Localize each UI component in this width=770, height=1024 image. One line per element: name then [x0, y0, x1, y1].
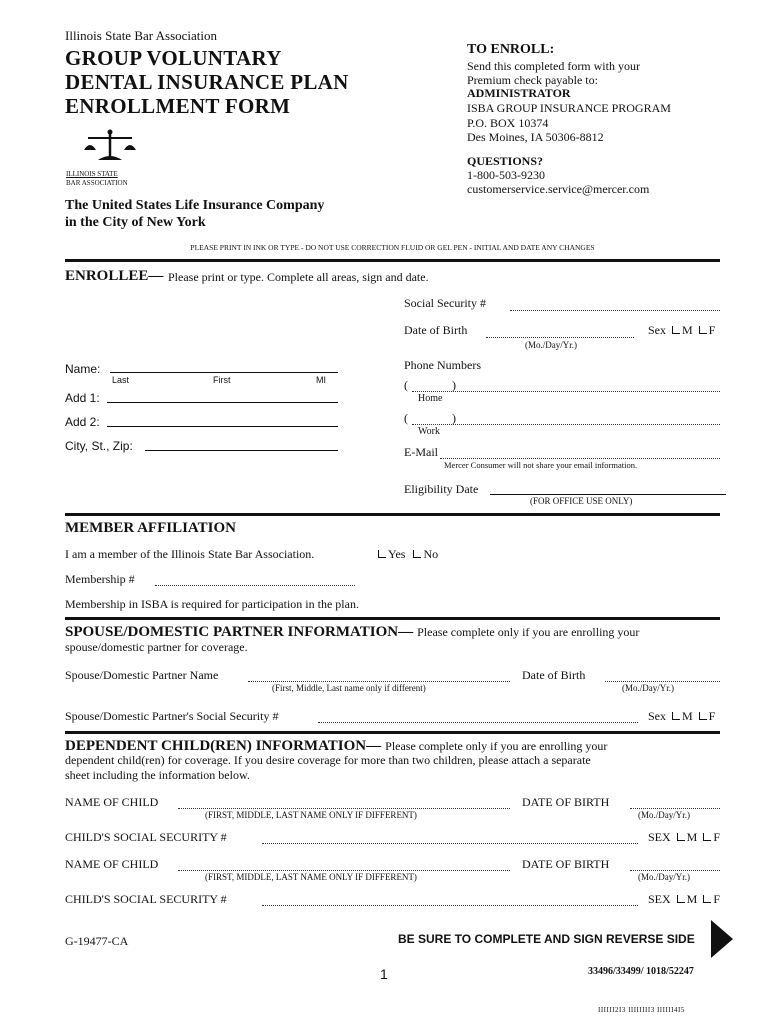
spouse-male-label: M: [682, 709, 693, 723]
section-divider: [65, 731, 720, 734]
child-1-female-label: F: [713, 830, 721, 844]
membership-number-field[interactable]: [155, 585, 355, 586]
phone-numbers-label: Phone Numbers: [404, 358, 481, 372]
form-title-line-3: ENROLLMENT FORM: [65, 94, 291, 118]
work-area-open: (: [404, 411, 408, 425]
membership-requirement: Membership in ISBA is required for participation in the plan.: [65, 597, 359, 611]
sex-male-label: M: [682, 323, 693, 337]
spouse-dob-label: Date of Birth: [522, 668, 586, 682]
child-2-female-label: F: [713, 892, 721, 906]
enroll-line-2: Premium check payable to:: [467, 73, 598, 87]
spouse-female-label: F: [708, 709, 716, 723]
questions-title: QUESTIONS?: [467, 154, 544, 168]
enroll-addr-2: P.O. BOX 10374: [467, 116, 549, 130]
name-mi-caption: MI: [316, 375, 326, 385]
enrollee-ssn-label: Social Security #: [404, 296, 486, 310]
name-field[interactable]: [110, 372, 338, 373]
logo-text-line-1: ILLINOIS STATE: [66, 170, 118, 178]
office-use-caption: (FOR OFFICE USE ONLY): [530, 496, 633, 506]
spouse-name-caption: (First, Middle, Last name only if different): [272, 683, 426, 693]
child-2-male-label: M: [686, 892, 698, 906]
questions-phone: 1-800-503-9230: [467, 168, 545, 182]
member-question: I am a member of the Illinois State Bar Association.: [65, 547, 315, 561]
email-label: E-Mail: [404, 445, 438, 459]
spouse-male-checkbox[interactable]: [672, 712, 680, 720]
barcode-text: IIIIII2I3 IIIIIIII3 IIIIII4I5: [598, 1006, 685, 1014]
child-1-male-checkbox[interactable]: [677, 833, 685, 841]
child-2-dob-label: DATE OF BIRTH: [522, 857, 610, 871]
child-2-female-checkbox[interactable]: [703, 895, 711, 903]
form-codes: 33496/33499/ 1018/52247: [588, 966, 694, 977]
child-1-male-label: M: [686, 830, 698, 844]
logo-text-line-2: BAR ASSOCIATION: [66, 179, 128, 187]
child-2-sex: [648, 892, 720, 907]
child-1-name-caption: (FIRST, MIDDLE, LAST NAME ONLY IF DIFFERENT): [205, 810, 417, 820]
member-affiliation-title: MEMBER AFFILIATION: [65, 520, 236, 536]
child-2-dob-format: (Mo./Day/Yr.): [638, 872, 690, 882]
child-1-dob-field[interactable]: [630, 808, 720, 809]
home-area-open: (: [404, 378, 408, 392]
member-yes-label: Yes: [388, 547, 406, 561]
child-1-dob-format: (Mo./Day/Yr.): [638, 810, 690, 820]
child-2-name-label: NAME OF CHILD: [65, 857, 159, 871]
questions-email: customerservice.service@mercer.com: [467, 182, 650, 196]
member-no-label: No: [423, 547, 439, 561]
spouse-dob-format: (Mo./Day/Yr.): [622, 683, 674, 693]
dependent-instructions-2: dependent child(ren) for coverage. If you desire coverage for more than two children, please attach a separate: [65, 753, 591, 767]
member-no-checkbox[interactable]: [413, 550, 421, 558]
home-phone-caption: Home: [418, 393, 443, 404]
child-1-dob-label: DATE OF BIRTH: [522, 795, 610, 809]
enrollee-title: ENROLLEE—: [65, 268, 164, 284]
child-2-dob-field[interactable]: [630, 870, 720, 871]
name-label: Name:: [65, 362, 101, 376]
org-name: Illinois State Bar Association: [65, 28, 218, 43]
section-divider: [65, 259, 720, 262]
spouse-name-field[interactable]: [248, 681, 510, 682]
child-2-ssn-field[interactable]: [262, 905, 638, 906]
city-state-zip-label: City, St., Zip:: [65, 439, 133, 453]
enrollee-sex-label: Sex: [648, 323, 666, 337]
dependent-title: DEPENDENT CHILD(REN) INFORMATION—: [65, 738, 382, 754]
child-1-ssn-field[interactable]: [262, 843, 638, 844]
spouse-ssn-label: Spouse/Domestic Partner's Social Security #: [65, 709, 279, 723]
work-phone-field[interactable]: [412, 424, 720, 425]
insurer-line-2: in the City of New York: [65, 215, 206, 230]
address-2-label: Add 2:: [65, 415, 100, 429]
spouse-instructions-1: Please complete only if you are enrolling your: [417, 625, 640, 639]
child-2-name-field[interactable]: [178, 870, 510, 871]
sign-reminder: BE SURE TO COMPLETE AND SIGN REVERSE SIDE: [398, 932, 695, 946]
eligibility-date-field: [490, 494, 726, 495]
child-1-ssn-label: CHILD'S SOCIAL SECURITY #: [65, 830, 227, 844]
home-phone-field[interactable]: [412, 391, 720, 392]
eligibility-date-label: Eligibility Date: [404, 482, 479, 496]
spouse-sex-label: Sex: [648, 709, 666, 723]
spouse-heading: [65, 623, 639, 641]
email-field[interactable]: [440, 458, 720, 459]
child-2-male-checkbox[interactable]: [677, 895, 685, 903]
section-divider: [65, 513, 720, 516]
sex-female-checkbox[interactable]: [699, 326, 707, 334]
spouse-instructions-2: spouse/domestic partner for coverage.: [65, 640, 248, 654]
spouse-female-checkbox[interactable]: [699, 712, 707, 720]
child-1-sex-label: SEX: [648, 830, 671, 844]
spouse-sex: [648, 709, 715, 724]
membership-number-label: Membership #: [65, 572, 135, 586]
enroll-title: TO ENROLL:: [467, 42, 555, 57]
form-number: G-19477-CA: [65, 934, 129, 948]
dependent-instructions-3: sheet including the information below.: [65, 768, 250, 782]
name-first-caption: First: [213, 375, 231, 385]
page-number: 1: [380, 966, 388, 982]
child-1-name-label: NAME OF CHILD: [65, 795, 159, 809]
insurer-line-1: The United States Life Insurance Company: [65, 198, 325, 213]
spouse-name-label: Spouse/Domestic Partner Name: [65, 668, 219, 682]
enroll-addr-1: ISBA GROUP INSURANCE PROGRAM: [467, 101, 671, 115]
spouse-title: SPOUSE/DOMESTIC PARTNER INFORMATION—: [65, 624, 414, 640]
member-yes-no: [372, 547, 438, 562]
dependent-instructions-1: Please complete only if you are enrolling your: [385, 739, 608, 753]
form-title-line-1: GROUP VOLUNTARY: [65, 46, 282, 70]
enrollee-dob-label: Date of Birth: [404, 323, 468, 337]
form-title-line-2: DENTAL INSURANCE PLAN: [65, 70, 349, 94]
section-divider: [65, 617, 720, 620]
spouse-dob-field[interactable]: [605, 681, 720, 682]
child-1-female-checkbox[interactable]: [703, 833, 711, 841]
enroll-admin: ADMINISTRATOR: [467, 86, 571, 100]
enrollee-dob-field[interactable]: [486, 337, 634, 338]
address-1-field[interactable]: [107, 402, 338, 403]
print-notice: PLEASE PRINT IN INK OR TYPE - DO NOT USE CORRECTION FLUID OR GEL PEN - INITIAL AND DATE ANY CHANGES: [190, 243, 595, 252]
spouse-ssn-field[interactable]: [318, 722, 638, 723]
isba-scales-logo: [80, 126, 140, 166]
name-last-caption: Last: [112, 375, 130, 385]
next-page-arrow-icon: [711, 920, 733, 958]
child-2-name-caption: (FIRST, MIDDLE, LAST NAME ONLY IF DIFFERENT): [205, 872, 417, 882]
child-1-sex: [648, 830, 720, 845]
child-2-ssn-label: CHILD'S SOCIAL SECURITY #: [65, 892, 227, 906]
enrollee-ssn-field[interactable]: [510, 310, 720, 311]
child-2-sex-label: SEX: [648, 892, 671, 906]
address-1-label: Add 1:: [65, 391, 100, 405]
enroll-line-1: Send this completed form with your: [467, 59, 640, 73]
child-1-name-field[interactable]: [178, 808, 510, 809]
work-area-close: ): [452, 411, 456, 425]
sex-male-checkbox[interactable]: [672, 326, 680, 334]
email-privacy-note: Mercer Consumer will not share your email information.: [444, 460, 638, 470]
home-area-close: ): [452, 378, 456, 392]
enrollee-dob-format: (Mo./Day/Yr.): [525, 340, 577, 350]
city-state-zip-field[interactable]: [145, 450, 338, 451]
enrollee-sex: [648, 323, 715, 338]
work-phone-caption: Work: [418, 426, 440, 437]
address-2-field[interactable]: [107, 426, 338, 427]
enrollee-instructions: Please print or type. Complete all areas, sign and date.: [168, 270, 429, 284]
enroll-addr-3: Des Moines, IA 50306-8812: [467, 130, 604, 144]
sex-female-label: F: [708, 323, 716, 337]
member-yes-checkbox[interactable]: [378, 550, 386, 558]
